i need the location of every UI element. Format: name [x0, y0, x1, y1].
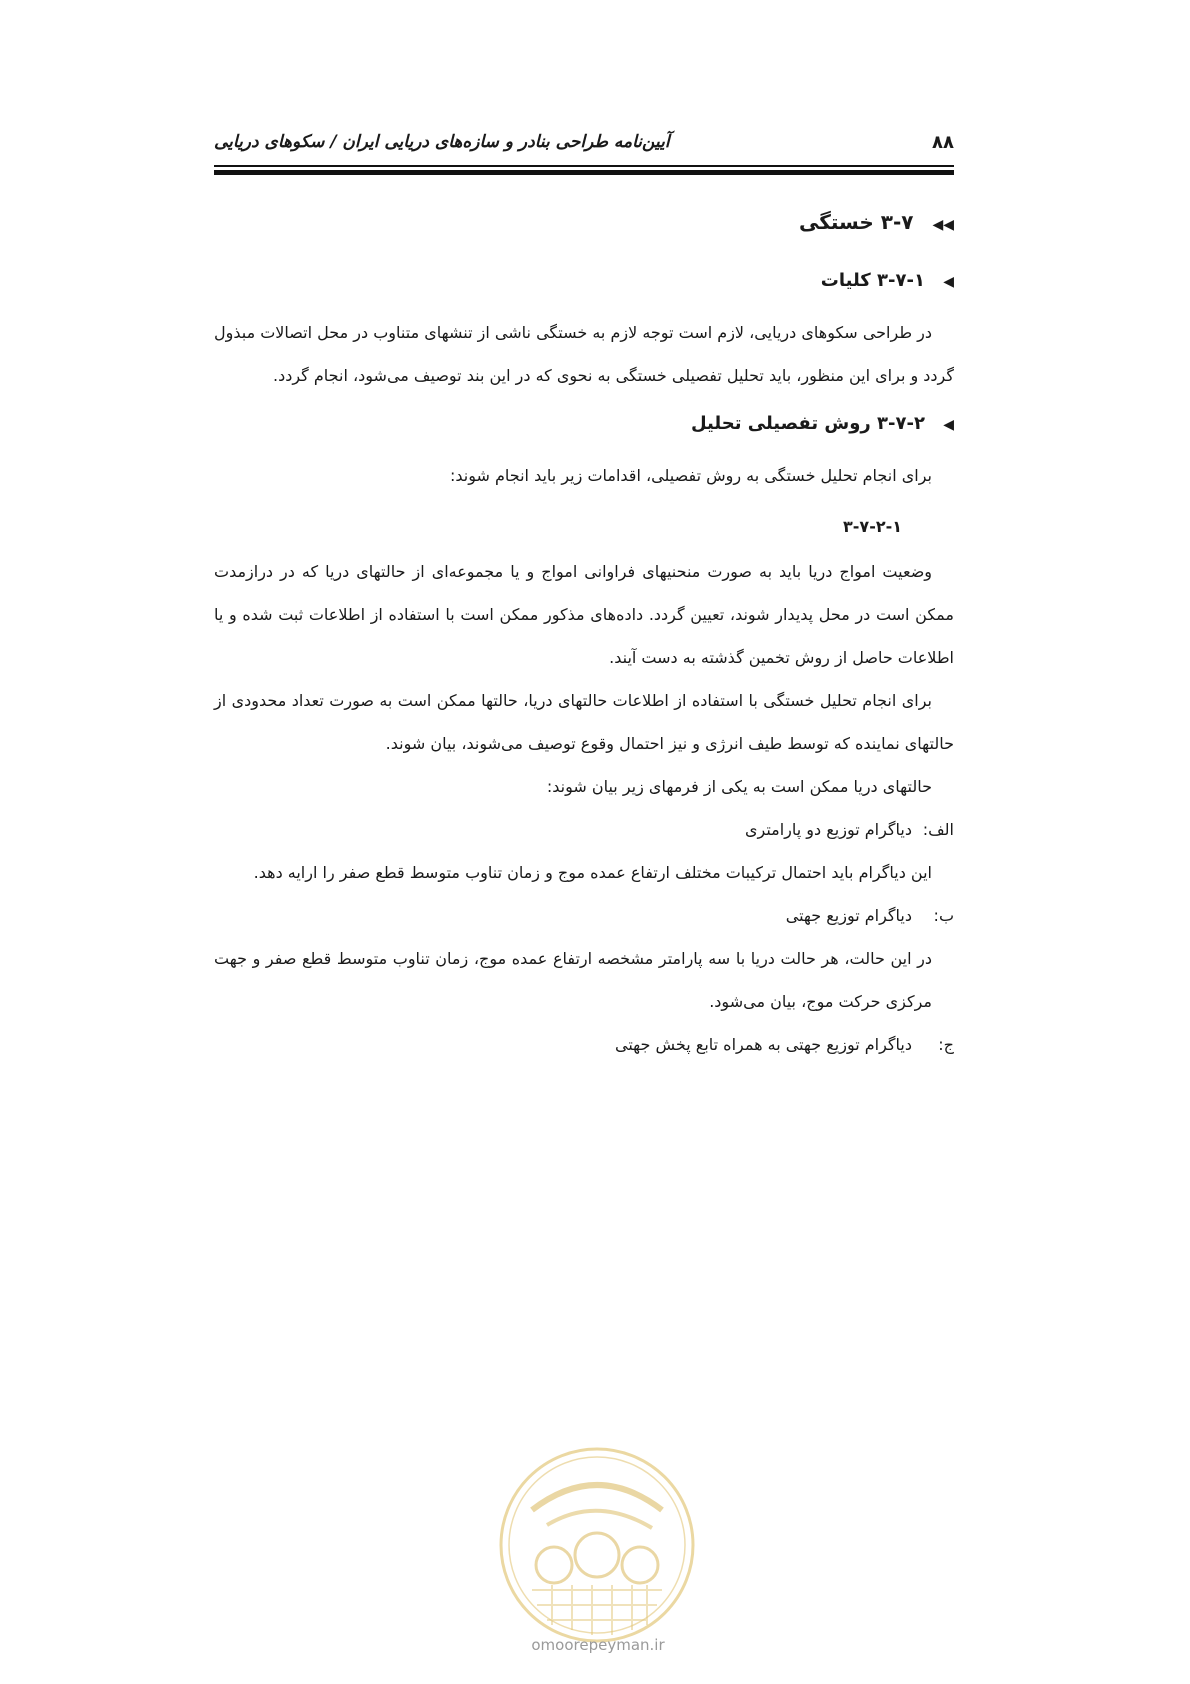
- list-item-c: [214, 1023, 954, 1066]
- header-rule-thick: [214, 170, 954, 175]
- list-item-b: [214, 894, 954, 937]
- list-label-c: ج:: [938, 1035, 954, 1054]
- subsection-title-1: ۳-۷-۱ کلیات: [820, 270, 925, 291]
- list-title-b: دیاگرام توزیع جهتی: [785, 906, 912, 925]
- page-content: [214, 210, 954, 1066]
- page-number: ۸۸: [932, 132, 954, 153]
- item-number: ۳-۷-۲-۱: [843, 517, 902, 536]
- watermark-logo: [492, 1440, 702, 1650]
- paragraph-forms: حالتهای دریا ممکن است به یکی از فرمهای زیر بیان شوند:: [546, 777, 932, 796]
- paragraph-waves: وضعیت امواج دریا باید به صورت منحنیهای فراوانی امواج و یا مجموعه‌ای از حالتهای دریا که در درازمدت ممکن است در محل پدیدار شوند، تعیین گردد. داده‌های مذکور ممکن است با استفاده از اطلاعات ثبت شده و یا اطلاعات حاصل از روش تخمین گذشته به دست آیند.: [214, 562, 954, 667]
- running-title: آیین‌نامه طراحی بنادر و سازه‌های دریایی ایران / سکوهای دریایی: [214, 132, 670, 152]
- double-arrow-icon: ◀◀: [932, 217, 954, 233]
- list-title-a: دیاگرام توزیع دو پارامتری: [744, 820, 912, 839]
- arrow-icon: ◀: [943, 417, 954, 433]
- subsection-heading-2: [214, 413, 954, 434]
- section-heading: [214, 210, 954, 234]
- header-rule-thin: [214, 165, 954, 167]
- list-label-b: ب:: [933, 906, 954, 925]
- list-label-a: الف:: [922, 820, 954, 839]
- arrow-icon: ◀: [943, 274, 954, 290]
- list-title-c: دیاگرام توزیع جهتی به همراه تابع پخش جهتی: [615, 1035, 912, 1054]
- paragraph-sea-states: برای انجام تحلیل خستگی با استفاده از اطلاعات حالتهای دریا، حالتها ممکن است به صورت تعداد محدودی از حالتهای نماینده که توسط طیف انرژی و نیز احتمال وقوع توصیف می‌شوند، بیان شوند.: [214, 691, 954, 753]
- list-body-b: در این حالت، هر حالت دریا با سه پارامتر مشخصه ارتفاع عمده موج، زمان تناوب متوسط قطع صفر و جهت مرکزی حرکت موج، بیان می‌شود.: [214, 949, 932, 1011]
- subsection-heading-1: [214, 270, 954, 291]
- watermark-url: omoorepeyman.ir: [531, 1636, 665, 1654]
- general-paragraph: در طراحی سکوهای دریایی، لازم است توجه لازم به خستگی ناشی از تنشهای متناوب در محل اتصالات مبذول گردد و برای این منظور، باید تحلیل تفصیلی خستگی به نحوی که در این بند توصیف می‌شود، انجام گردد.: [214, 323, 954, 385]
- list-body-a: این دیاگرام باید احتمال ترکیبات مختلف ارتفاع عمده موج و زمان تناوب متوسط قطع صفر را ارایه دهد.: [253, 863, 932, 882]
- subsection-title-2: ۳-۷-۲ روش تفصیلی تحلیل: [690, 413, 925, 434]
- intro-paragraph: برای انجام تحلیل خستگی به روش تفصیلی، اقدامات زیر باید انجام شوند:: [449, 466, 932, 485]
- list-item-a: [214, 808, 954, 851]
- section-title: ۳-۷ خستگی: [799, 210, 914, 234]
